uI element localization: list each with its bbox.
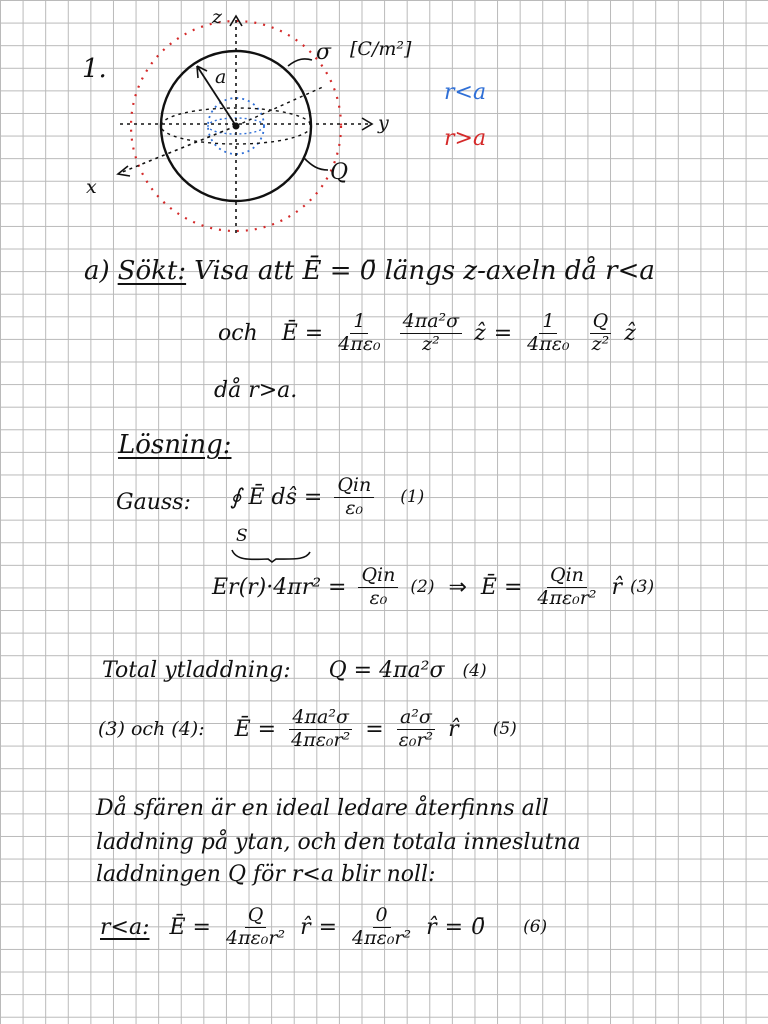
frac-num: 4πa²σ [289,708,352,730]
paragraph-line-2: laddning på ytan, och den totala inneslutna [96,830,581,855]
combined-equation [98,708,517,751]
frac-num: 0 [373,906,391,928]
e-field-lhs: Ē = [281,320,324,346]
equals: = [493,320,513,346]
rhat: r̂ [611,574,623,600]
frac-den: ε₀ [345,496,364,519]
zhat: ẑ [474,320,486,346]
fraction [358,566,398,609]
sokt-label: Sökt: [117,256,187,286]
legend-outer: r>a [444,126,487,151]
sigma-unit: [C/m²] [350,38,412,60]
zhat: ẑ [624,320,636,346]
equation-2-3 [212,566,654,609]
frac-den: 4πε₀r² [291,728,351,751]
frac-num: Qin [334,476,374,498]
combo-label: (3) och (4): [98,718,205,741]
y-axis-label: y [378,112,389,134]
och-word: och [218,320,258,346]
gauss-surface-sub: S [236,526,248,546]
final-label: r<a: [100,914,150,940]
frac-den: 4πε₀r² [225,926,286,949]
frac-num: 1 [539,312,557,334]
eq-tag: (4) [462,660,487,681]
combo-lhs: Ē = [234,716,277,742]
implies-arrow: ⇒ [448,574,467,600]
radius-label: a [215,66,227,88]
rhat: r̂ [300,914,311,940]
underbrace [228,548,312,564]
frac-den: ε₀ [369,586,388,609]
fraction [334,476,374,519]
frac-den: 4πε₀ [338,332,381,355]
final-lhs: Ē = [169,914,211,940]
frac-num: Qin [358,566,398,588]
frac-num: Q [590,312,612,334]
legend-inner: r<a [444,80,487,105]
final-equation [100,906,547,949]
sigma-label: σ [316,40,332,65]
total-equation: Q = 4πa²σ [328,658,445,683]
eq3-lhs: Ē = [480,574,523,600]
part-a-label: a) [84,256,110,286]
fraction [400,312,463,355]
rhat: r̂ [448,716,459,742]
fraction [223,906,288,949]
frac-den: 4πε₀ [527,332,570,355]
total-charge-line [102,658,487,683]
z-axis-label: z [212,6,223,28]
charge-label: Q [330,160,349,185]
equals: = [365,716,384,742]
eq-tag: (1) [400,487,425,508]
equals: = [318,914,338,940]
eq2-lhs: Er(r)·4πr² = [212,574,347,600]
eq-tag: (5) [492,719,517,740]
fraction [335,312,383,355]
total-label: Total ytladdning: [102,658,291,683]
fraction [396,708,437,751]
frac-num: Qin [547,566,587,588]
fraction [288,708,353,751]
frac-num: a²σ [397,708,435,730]
rhat: r̂ [426,914,437,940]
frac-num: 4πa²σ [400,312,463,334]
eq-tag: (3) [630,577,655,598]
fraction [534,566,599,609]
eq-tag: (6) [523,917,548,938]
gauss-label: Gauss: [116,490,191,515]
eq-tag: (2) [410,577,435,598]
sphere-diagram [80,8,380,248]
part-a-text: Visa att Ē = 0̄ längs z-axeln då r<a [194,256,655,286]
problem-number: 1. [82,54,107,84]
frac-num: Q [245,906,267,928]
gauss-equation [230,476,424,519]
frac-den: ε₀r² [398,728,434,751]
frac-den: 4πε₀r² [537,586,597,609]
condition-text: då r>a. [214,378,298,403]
x-axis [120,126,236,173]
paragraph-line-3: laddningen Q för r<a blir noll: [96,862,436,887]
frac-den: 4πε₀r² [352,926,412,949]
gauss-lhs: ∮ Ē dŝ = [230,484,323,510]
frac-den: z² [422,332,440,355]
frac-den: z² [591,332,610,355]
frac-num: 1 [350,312,368,334]
paragraph-line-1: Då sfären är en ideal ledare återfinns all [96,796,549,821]
outside-field-equation [218,312,636,355]
zero-vector: 0̄ [471,914,486,940]
part-a-statement [84,256,655,286]
fraction [524,312,572,355]
fraction [589,312,613,355]
solution-heading: Lösning: [118,430,232,460]
x-axis-label: x [86,176,97,198]
equals: = [444,914,464,940]
fraction [349,906,414,949]
